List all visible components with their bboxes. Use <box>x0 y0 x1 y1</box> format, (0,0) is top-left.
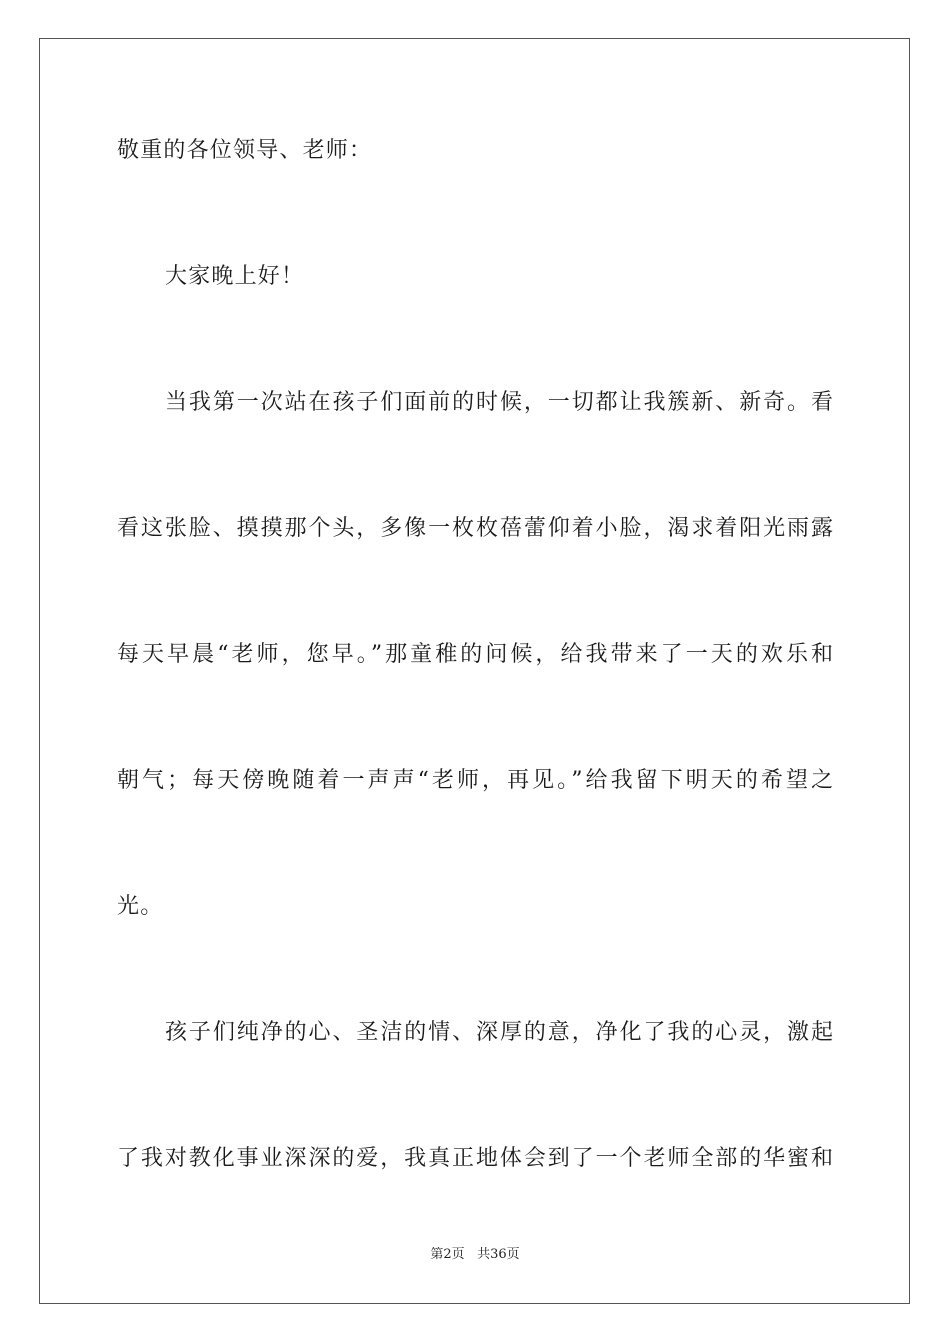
page-number: 第2页 <box>430 1247 465 1262</box>
paragraph-1-line-4: 朝气；每天傍晚随着一声声“老师，再见。”给我留下明天的希望之 <box>117 768 833 793</box>
paragraph-1-line-2: 看这张脸、摸摸那个头，多像一枚枚蓓蕾仰着小脸，渴求着阳光雨露 <box>117 516 833 541</box>
page-border <box>39 38 910 1304</box>
paragraph-1-line-5: 光。 <box>117 894 164 919</box>
greeting-line: 敬重的各位领导、老师： <box>117 138 373 163</box>
paragraph-2-line-2: 了我对教化事业深深的爱，我真正地体会到了一个老师全部的华蜜和 <box>117 1146 833 1171</box>
paragraph-2-line-1: 孩子们纯净的心、圣洁的情、深厚的意，净化了我的心灵，激起 <box>165 1020 833 1045</box>
total-pages: 共36页 <box>477 1247 520 1262</box>
paragraph-1-line-1: 当我第一次站在孩子们面前的时候，一切都让我簇新、新奇。看 <box>165 390 833 415</box>
page-footer <box>0 1246 950 1264</box>
paragraph-1-line-3: 每天早晨“老师，您早。”那童稚的问候，给我带来了一天的欢乐和 <box>117 642 833 667</box>
opening-line: 大家晚上好！ <box>165 264 305 289</box>
